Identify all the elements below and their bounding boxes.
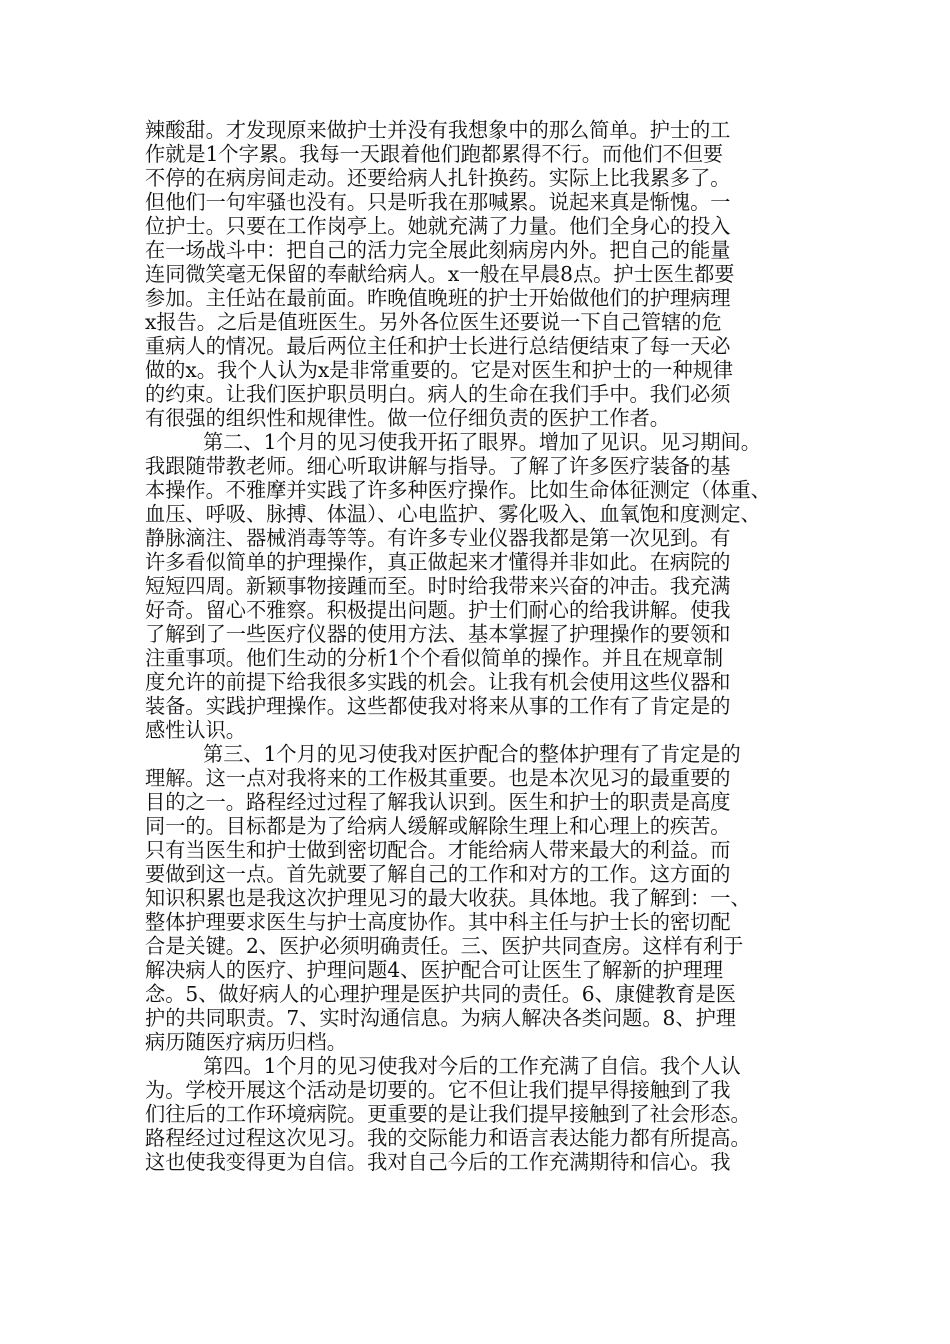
text-line: 位护士。只要在工作岗亭上。她就充满了力量。他们全身心的投入 [145,214,731,238]
text-line: 感性认识。 [145,718,246,742]
text-line: 但他们一句牢骚也没有。只是听我在那喊累。说起来真是惭愧。一 [145,190,731,214]
text-line: 连同微笑毫无保留的奉献给病人。x一般在早晨8点。护士医生都要 [145,262,735,286]
text-line: 血压、呼吸、脉搏、体温）、心电监护、雾化吸入、血氧饱和度测定、 [145,502,761,526]
text-line: 装备。实践护理操作。这些都使我对将来从事的工作有了肯定是的 [145,694,731,718]
text-line: 理解。这一点对我将来的工作极其重要。也是本次见习的最重要的 [145,766,731,790]
text-line: 许多看似简单的护理操作，真正做起来才懂得并非如此。在病院的 [145,550,731,574]
text-line: 合是关键。2、医护必须明确责任。三、医护共同查房。这样有利于 [145,934,744,958]
text-line: 为。学校开展这个活动是切要的。它不但让我们提早得接触到了我 [145,1078,731,1102]
text-line: 本操作。不雅摩并实践了许多种医疗操作。比如生命体征测定（体重、 [145,478,771,502]
text-line: 第二、1个月的见习使我开拓了眼界。增加了见识。见习期间。 [203,430,761,454]
text-line: 辣酸甜。才发现原来做护士并没有我想象中的那么简单。护士的工 [145,118,731,142]
text-line: 第四。1个月的见习使我对今后的工作充满了自信。我个人认 [203,1054,741,1078]
text-line: 重病人的情况。最后两位主任和护士长进行总结便结束了每一天必 [145,334,731,358]
text-line: 们往后的工作环境病院。更重要的是让我们提早接触到了社会形态。 [145,1102,751,1126]
text-line: 的约束。让我们医护职员明白。病人的生命在我们手中。我们必须 [145,382,731,406]
document-body [145,118,825,1174]
text-line: 参加。主任站在最前面。昨晚值晚班的护士开始做他们的护理病理 [145,286,731,310]
text-line: 第三、1个月的见习使我对医护配合的整体护理有了肯定是的 [203,742,741,766]
text-line: 不停的在病房间走动。还要给病人扎针换药。实际上比我累多了。 [145,166,731,190]
text-line: x报告。之后是值班医生。另外各位医生还要说一下自己管辖的危 [145,310,722,334]
text-line: 整体护理要求医生与护士高度协作。其中科主任与护士长的密切配 [145,910,731,934]
text-line: 注重事项。他们生动的分析1个个看似简单的操作。并且在规章制 [145,646,724,670]
text-line: 同一的。目标都是为了给病人缓解或解除生理上和心理上的疾苦。 [145,814,731,838]
text-line: 好奇。留心不雅察。积极提出问题。护士们耐心的给我讲解。使我 [145,598,731,622]
text-line: 作就是1个字累。我每一天跟着他们跑都累得不行。而他们不但要 [145,142,724,166]
text-line: 短短四周。新颖事物接踵而至。时时给我带来兴奋的冲击。我充满 [145,574,731,598]
text-line: 度允许的前提下给我很多实践的机会。让我有机会使用这些仪器和 [145,670,731,694]
text-line: 我跟随带教老师。细心听取讲解与指导。了解了许多医疗装备的基 [145,454,731,478]
text-line: 路程经过过程这次见习。我的交际能力和语言表达能力都有所提高。 [145,1126,751,1150]
text-line: 静脉滴注、器械消毒等等。有许多专业仪器我都是第一次见到。有 [145,526,731,550]
text-line: 病历随医疗病历归档。 [145,1030,347,1054]
text-line: 目的之一。路程经过过程了解我认识到。医生和护士的职责是高度 [145,790,731,814]
text-line: 要做到这一点。首先就要了解自己的工作和对方的工作。这方面的 [145,862,731,886]
text-line: 只有当医生和护士做到密切配合。才能给病人带来最大的利益。而 [145,838,731,862]
text-line: 做的x。我个人认为x是非常重要的。它是对医生和护士的一种规律 [145,358,734,382]
text-line: 护的共同职责。7、实时沟通信息。为病人解决各类问题。8、护理 [145,1006,736,1030]
text-line: 这也使我变得更为自信。我对自己今后的工作充满期待和信心。我 [145,1150,731,1174]
text-line: 了解到了一些医疗仪器的使用方法、基本掌握了护理操作的要领和 [145,622,731,646]
text-line: 解决病人的医疗、护理问题4、医护配合可让医生了解新的护理理 [145,958,724,982]
text-line: 知识积累也是我这次护理见习的最大收获。具体地。我了解到：一、 [145,886,751,910]
text-line: 有很强的组织性和规律性。做一位仔细负责的医护工作者。 [145,406,670,430]
text-line: 在一场战斗中：把自己的活力完全展此刻病房内外。把自己的能量 [145,238,731,262]
text-line: 念。5、做好病人的心理护理是医护共同的责任。6、康健教育是医 [145,982,736,1006]
